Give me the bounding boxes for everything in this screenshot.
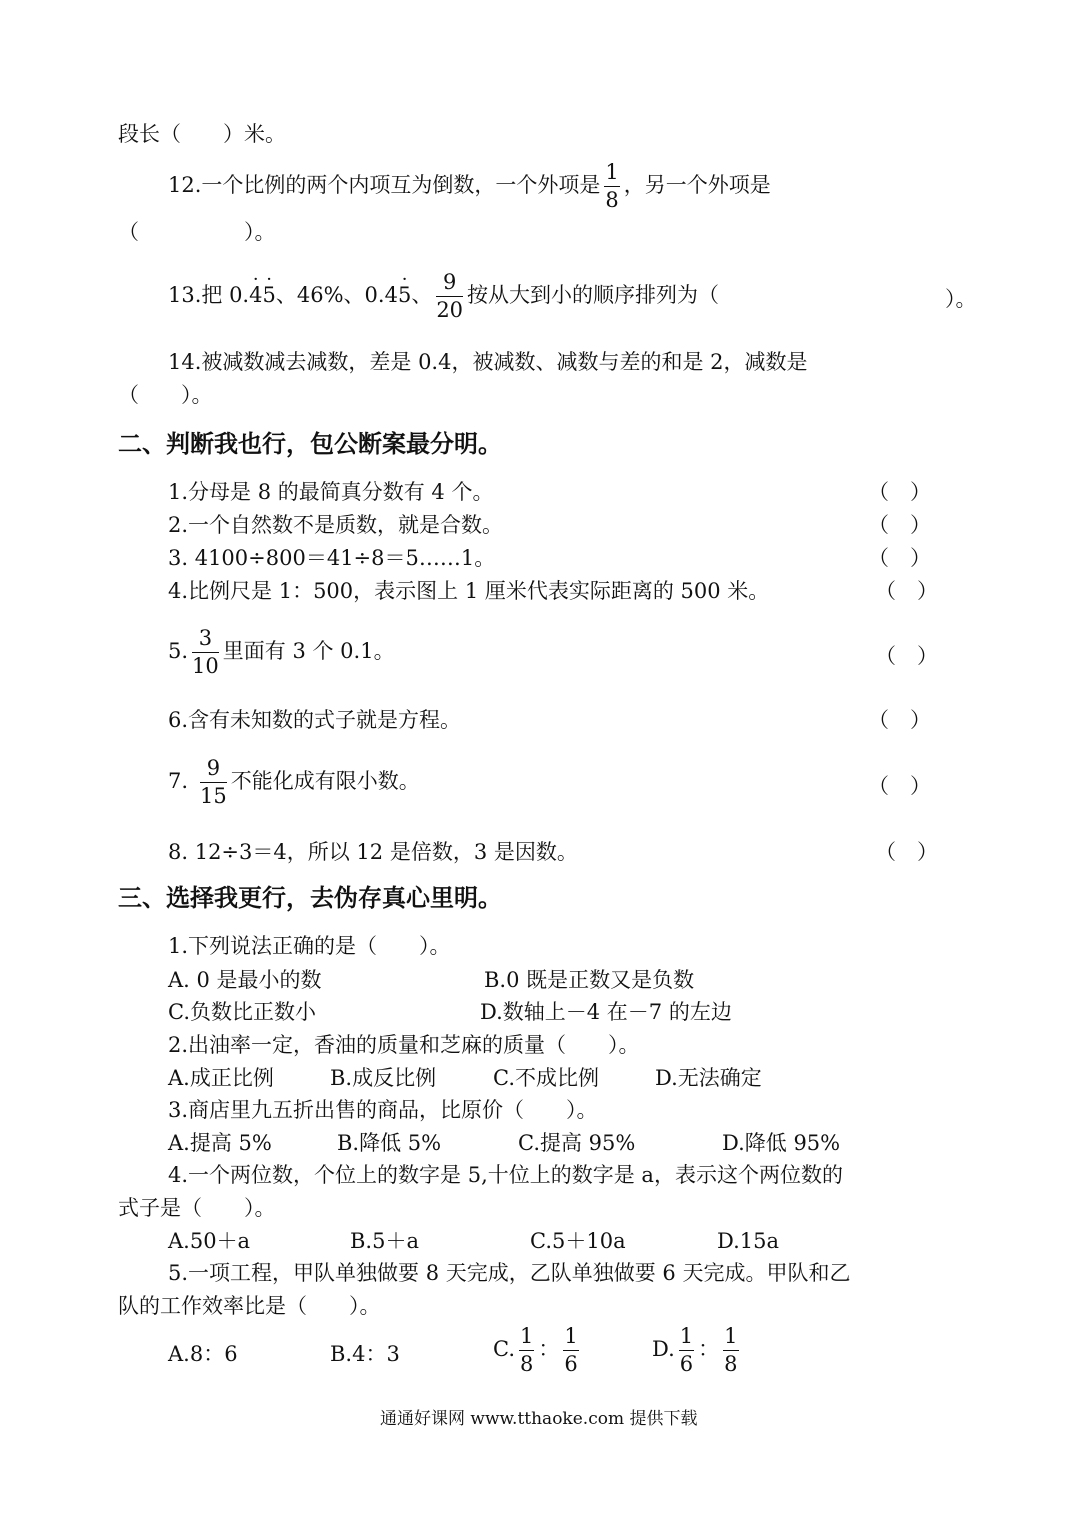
s3-q5-line1: 5.一项工程，甲队单独做要 8 天完成，乙队单独做要 6 天完成。甲队和乙 bbox=[168, 1261, 851, 1285]
s2-item-4: 4.比例尺是 1：500，表示图上 1 厘米代表实际距离的 500 米。 bbox=[168, 579, 770, 603]
q14-line1: 14.被减数减去减数，差是 0.4，被减数、减数与差的和是 2，减数是 bbox=[168, 350, 808, 374]
q13-frac-num: 9 bbox=[436, 272, 463, 297]
s3-q2: 2.出油率一定，香油的质量和芝麻的质量（ ）。 bbox=[168, 1033, 640, 1057]
s3-q5-option-a: A.8：6 bbox=[168, 1342, 238, 1366]
s2-q5-frac-num: 3 bbox=[192, 628, 219, 653]
s3-q5-d-frac2-num: 1 bbox=[723, 1326, 738, 1351]
q14-line2: （ ）。 bbox=[118, 383, 213, 407]
s3-q5-d-frac1-den: 6 bbox=[679, 1352, 694, 1376]
s3-q5-c-sep: ： bbox=[538, 1337, 560, 1361]
section3-title: 三、选择我更行，去伪存真心里明。 bbox=[118, 884, 502, 912]
q12-frac-num: 1 bbox=[604, 162, 619, 187]
s3-q5-c-frac2 bbox=[563, 1326, 578, 1375]
s2-answer-paren-2: （ ） bbox=[868, 513, 931, 537]
s3-q2-option-c: C.不成比例 bbox=[493, 1066, 599, 1090]
s2-item-1: 1.分母是 8 的最简真分数有 4 个。 bbox=[168, 480, 494, 504]
q13-line bbox=[168, 272, 719, 321]
s3-q5-option-d bbox=[652, 1326, 743, 1375]
s2-answer-paren-4: （ ） bbox=[875, 579, 938, 603]
s3-q1: 1.下列说法正确的是（ ）。 bbox=[168, 934, 451, 958]
s2-q7-fraction bbox=[200, 758, 227, 807]
s3-q5-line2: 队的工作效率比是（ ）。 bbox=[118, 1294, 381, 1318]
s2-answer-paren-8: （ ） bbox=[875, 840, 938, 864]
s2-answer-paren-1: （ ） bbox=[868, 480, 931, 504]
s2-q5-frac-den: 10 bbox=[192, 654, 219, 678]
s2-item-2: 2.一个自然数不是质数，就是合数。 bbox=[168, 513, 504, 537]
s3-q1-option-b: B.0 既是正数又是负数 bbox=[484, 968, 695, 992]
page-footer: 通通好课网 www.tthaoke.com 提供下载 bbox=[380, 1409, 698, 1429]
s3-q4-option-d: D.15a bbox=[717, 1229, 780, 1253]
section2-title: 二、判断我也行，包公断案最分明。 bbox=[118, 430, 502, 458]
q13-fraction bbox=[436, 272, 463, 321]
s2-q5-post: 里面有 3 个 0.1。 bbox=[222, 639, 395, 663]
q12-fraction bbox=[604, 162, 619, 211]
s3-q5-c-frac1-num: 1 bbox=[519, 1326, 534, 1351]
s3-q5-d-frac1-num: 1 bbox=[679, 1326, 694, 1351]
s3-q3-option-c: C.提高 95% bbox=[518, 1131, 636, 1155]
s2-item-7 bbox=[168, 758, 420, 807]
s3-q1-option-c: C.负数比正数小 bbox=[168, 1000, 316, 1024]
s3-q3-option-d: D.降低 95% bbox=[722, 1131, 841, 1155]
q13-pre: 13.把 0. bbox=[168, 283, 250, 307]
q13-frac-den: 20 bbox=[436, 298, 464, 322]
s3-q5-d-frac2 bbox=[723, 1326, 738, 1375]
q12-line1 bbox=[168, 162, 771, 211]
s3-q4-option-a: A.50＋a bbox=[168, 1229, 251, 1253]
s3-q5-d-frac1 bbox=[679, 1326, 694, 1375]
s3-q3-option-b: B.降低 5% bbox=[337, 1131, 442, 1155]
s3-q3-option-a: A.提高 5% bbox=[168, 1131, 272, 1155]
s3-q5-c-frac2-num: 1 bbox=[563, 1326, 578, 1351]
s3-q5-c-frac2-den: 6 bbox=[564, 1352, 578, 1376]
s3-q4-line2: 式子是（ ）。 bbox=[118, 1196, 276, 1220]
s3-q1-option-d: D.数轴上－4 在－7 的左边 bbox=[480, 1000, 732, 1024]
s2-answer-paren-3: （ ） bbox=[868, 546, 931, 570]
s2-answer-paren-5: （ ） bbox=[875, 644, 938, 668]
s2-q7-frac-num: 9 bbox=[200, 758, 227, 783]
q13-mid: 、46%、0.4 bbox=[275, 283, 398, 307]
q13-sep: 、 bbox=[411, 283, 433, 307]
q12-text-b: ，另一个外项是 bbox=[623, 173, 771, 197]
s3-q3: 3.商店里九五折出售的商品，比原价（ ）。 bbox=[168, 1098, 598, 1122]
s3-q5-d-frac2-den: 8 bbox=[724, 1352, 738, 1376]
s3-q4-option-c: C.5＋10a bbox=[530, 1229, 626, 1253]
q13-post: 按从大到小的顺序排列为（ bbox=[467, 283, 720, 307]
s3-q1-option-a: A. 0 是最小的数 bbox=[168, 968, 322, 992]
q12-line2: （ ）。 bbox=[118, 220, 276, 244]
s3-q5-option-c bbox=[493, 1326, 583, 1375]
s3-q5-c-frac1 bbox=[519, 1326, 534, 1375]
s3-q2-option-a: A.成正比例 bbox=[168, 1066, 274, 1090]
q12-frac-den: 8 bbox=[605, 188, 619, 212]
s3-q2-option-d: D.无法确定 bbox=[655, 1066, 762, 1090]
s3-q2-option-b: B.成反比例 bbox=[330, 1066, 437, 1090]
s3-q4-line1: 4.一个两位数，个位上的数字是 5,十位上的数字是 a，表示这个两位数的 bbox=[168, 1163, 843, 1187]
s3-q4-option-b: B.5＋a bbox=[350, 1229, 419, 1253]
s2-item-8: 8. 12÷3＝4，所以 12 是倍数，3 是因数。 bbox=[168, 840, 578, 864]
s3-q5-d-sep: ： bbox=[698, 1337, 720, 1361]
s2-item-5 bbox=[168, 628, 395, 677]
s2-answer-paren-7: （ ） bbox=[868, 774, 931, 798]
q13-repeat-digit-3: · 5 bbox=[398, 285, 411, 306]
s2-q7-frac-den: 15 bbox=[200, 784, 227, 808]
s3-q5-d-label: D. bbox=[652, 1337, 675, 1361]
s2-q7-post: 不能化成有限小数。 bbox=[230, 769, 420, 793]
s2-item-3: 3. 4100÷800＝41÷8＝5……1。 bbox=[168, 546, 496, 570]
q13-repeat-digit-2: · 5 bbox=[262, 285, 275, 306]
q13-end: ）。 bbox=[945, 287, 977, 311]
s2-q5-fraction bbox=[192, 628, 219, 677]
q11-continuation: 段长（ ）米。 bbox=[118, 122, 286, 146]
s2-item-6: 6.含有未知数的式子就是方程。 bbox=[168, 708, 462, 732]
s2-answer-paren-6: （ ） bbox=[868, 708, 931, 732]
s2-q5-pre: 5. bbox=[168, 639, 189, 663]
s3-q5-option-b: B.4：3 bbox=[330, 1342, 400, 1366]
s2-q7-pre: 7. bbox=[168, 769, 189, 793]
s3-q5-c-frac1-den: 8 bbox=[520, 1352, 534, 1376]
q12-text-a: 12.一个比例的两个内项互为倒数，一个外项是 bbox=[168, 173, 601, 197]
q13-repeat-digit-1: · 4 bbox=[249, 285, 262, 306]
s3-q5-c-label: C. bbox=[493, 1337, 515, 1361]
